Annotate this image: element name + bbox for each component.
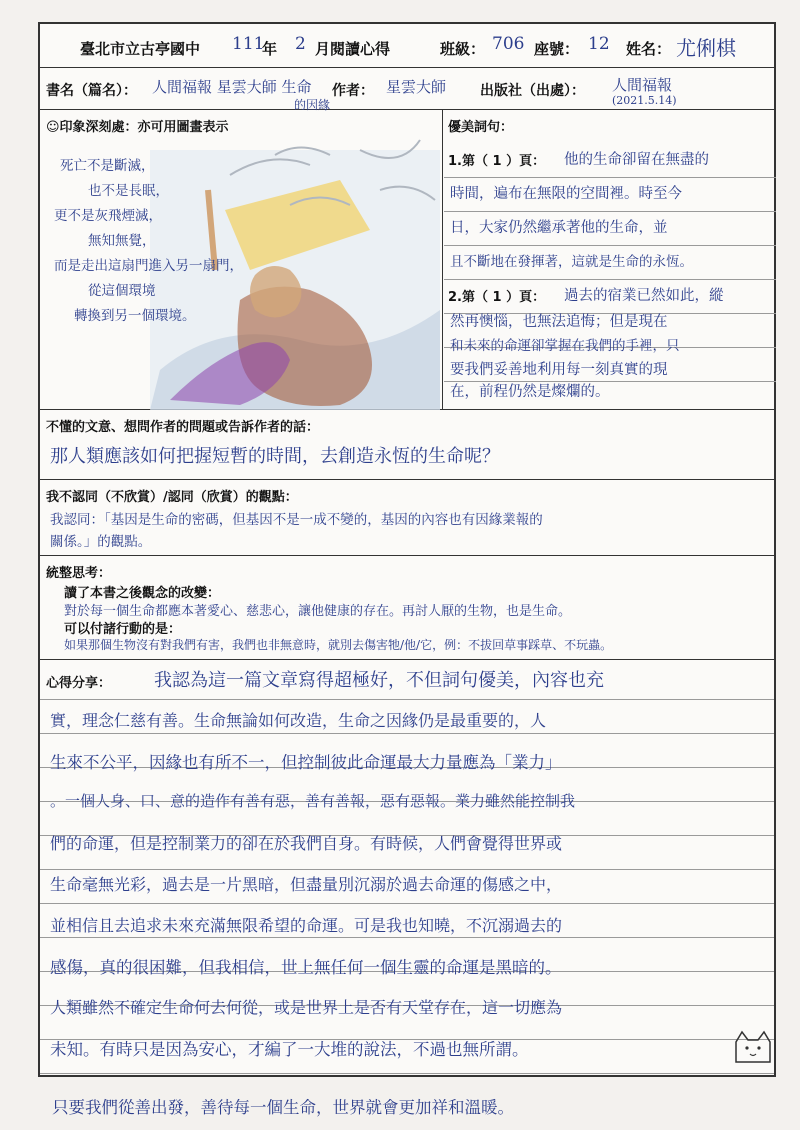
questions-text: 那人類應該如何把握短暫的時間，去創造永恆的生命呢？	[50, 446, 500, 467]
year-value: 111	[232, 34, 265, 54]
item2-label: 2.第（ 1 ）頁：	[448, 290, 546, 305]
change-text: 對於每一個生命都應本著愛心、慈悲心，讓他健康的存在。再討人厭的生物，也是生命。	[64, 604, 572, 619]
opinion-line: 關係。」的觀點。	[50, 534, 152, 550]
author-value: 星雲大師	[386, 78, 447, 96]
poem-line: 更不是灰飛煙滅，	[54, 208, 162, 224]
sharing-line: 人類雖然不確定生命何去何從，或是世界上是否有天堂存在，這一切應為	[50, 998, 563, 1017]
book-title-label: 書名（篇名）：	[46, 83, 137, 99]
opinion-row	[40, 480, 774, 556]
item2-line: 然再懊惱，也無法追悔；但是現在	[450, 314, 668, 330]
opinion-line: 我認同：「基因是生命的密碼，但基因不是一成不變的，基因的內容也有因緣業報的	[50, 512, 543, 528]
sharing-line: 。一個人身、口、意的造作有善有惡，善有善報，惡有惡報。業力雖然能控制我	[50, 792, 576, 810]
sharing-line: 並相信且去追求未來充滿無限希望的命運。可是我也知曉，不沉溺過去的	[50, 916, 563, 935]
beautiful-item-2	[444, 280, 776, 410]
poem-line: 從這個環境	[88, 283, 156, 299]
action-label: 可以付諸行動的是：	[64, 622, 182, 637]
school-name: 臺北市立古亭國中	[80, 40, 201, 58]
seat-label: 座號：	[534, 40, 580, 58]
impression-label: ☺印象深刻處：亦可用圖畫表示	[46, 120, 229, 135]
name-label: 姓名：	[626, 40, 672, 58]
item1-line: 他的生命卻留在無盡的	[564, 152, 709, 168]
item1-line: 日，大家仍然繼承著他的生命，並	[450, 220, 668, 236]
questions-row	[40, 410, 774, 480]
sharing-section	[40, 660, 774, 1075]
sharing-line-underlined: 感傷，真的很困難，但我相信，世上無任何一個生靈的命運是黑暗的。	[50, 958, 562, 977]
poem-line: 而是走出這扇門進入另一扇門，	[54, 258, 243, 274]
class-label: 班級：	[440, 40, 486, 58]
sharing-line: 們的命運，但是控制業力的卻在於我們自身。有時候，人們會覺得世界或	[50, 834, 563, 853]
beautiful-panel	[444, 110, 776, 410]
month-suffix: 月閱讀心得	[315, 40, 391, 58]
year-suffix: 年	[262, 40, 278, 58]
item1-line: 時間，遍布在無限的空間裡。時至今	[450, 186, 682, 202]
item2-line: 過去的宿業已然如此，縱	[564, 288, 724, 304]
sharing-line: 生來不公平，因緣也有所不一，但控制彼此命運最大力量應為「業力」	[50, 753, 562, 772]
item2-line: 和未來的命運卻掌握在我們的手裡，只	[450, 338, 680, 354]
beautiful-item-1	[444, 144, 776, 280]
name-value: 尤俐棋	[676, 36, 736, 60]
month-value: 2	[295, 34, 306, 54]
opinion-label: 我不認同（不欣賞）/認同（欣賞）的觀點：	[46, 490, 298, 505]
class-value: 706	[492, 34, 525, 54]
item1-line: 且不斷地在發揮著，這就是生命的永恆。	[450, 254, 693, 270]
seat-value: 12	[588, 34, 610, 54]
impression-divider	[442, 110, 443, 409]
sharing-line: 實，理念仁慈有善。生命無論如何改造，生命之因緣仍是最重要的，人	[50, 711, 547, 730]
item2-line: 要我們妥善地利用每一刻真實的現	[450, 362, 668, 378]
sharing-line: 未知。有時只是因為安心，才編了一大堆的說法，不過也無所謂。	[50, 1040, 529, 1059]
sharing-footer-line: 只要我們從善出發，善待每一個生命，世界就會更加祥和溫暖。	[52, 1098, 514, 1117]
poem-line: 無知無覺，	[88, 233, 156, 249]
impression-panel	[40, 110, 442, 410]
beautiful-label: 優美詞句：	[448, 120, 514, 135]
author-label: 作者：	[332, 83, 374, 99]
reflection-label: 統整思考：	[46, 566, 112, 581]
sharing-line: 生命毫無光彩，過去是一片黑暗，但盡量別沉溺於過去命運的傷感之中，	[50, 875, 563, 894]
action-text: 如果那個生物沒有對我們有害，我們也非無意時，就別去傷害牠/他/它，例：不拔回草事踩草、不玩蟲。	[64, 638, 613, 652]
impression-row	[40, 110, 774, 410]
change-label: 讀了本書之後觀念的改變：	[64, 586, 221, 601]
sharing-line: 我認為這一篇文章寫得超極好，不但詞句優美，內容也充	[154, 670, 604, 691]
sharing-label: 心得分享：	[46, 676, 112, 691]
publisher-value: 人間福報	[612, 76, 673, 94]
book-title-value-cont: 的因緣	[294, 98, 331, 112]
poem-line: 轉換到另一個環境。	[74, 308, 196, 324]
reading-report-sheet	[38, 22, 776, 1077]
item2-line: 在，前程仍然是燦爛的。	[450, 384, 610, 400]
publisher-label: 出版社（出處）：	[480, 83, 585, 99]
impression-poem	[54, 154, 284, 329]
publisher-date: (2021.5.14)	[612, 94, 677, 107]
questions-label: 不懂的文意、想問作者的問題或告訴作者的話：	[46, 420, 320, 435]
item1-label: 1.第（ 1 ）頁：	[448, 154, 546, 169]
cat-doodle-icon	[730, 1026, 774, 1066]
poem-line: 也不是長眠，	[88, 183, 169, 199]
reflection-row	[40, 556, 774, 660]
book-title-value: 人間福報 星雲大師 生命	[152, 78, 312, 96]
book-info-row	[40, 68, 774, 110]
poem-line: 死亡不是斷滅，	[60, 158, 155, 174]
header-row	[40, 24, 774, 68]
